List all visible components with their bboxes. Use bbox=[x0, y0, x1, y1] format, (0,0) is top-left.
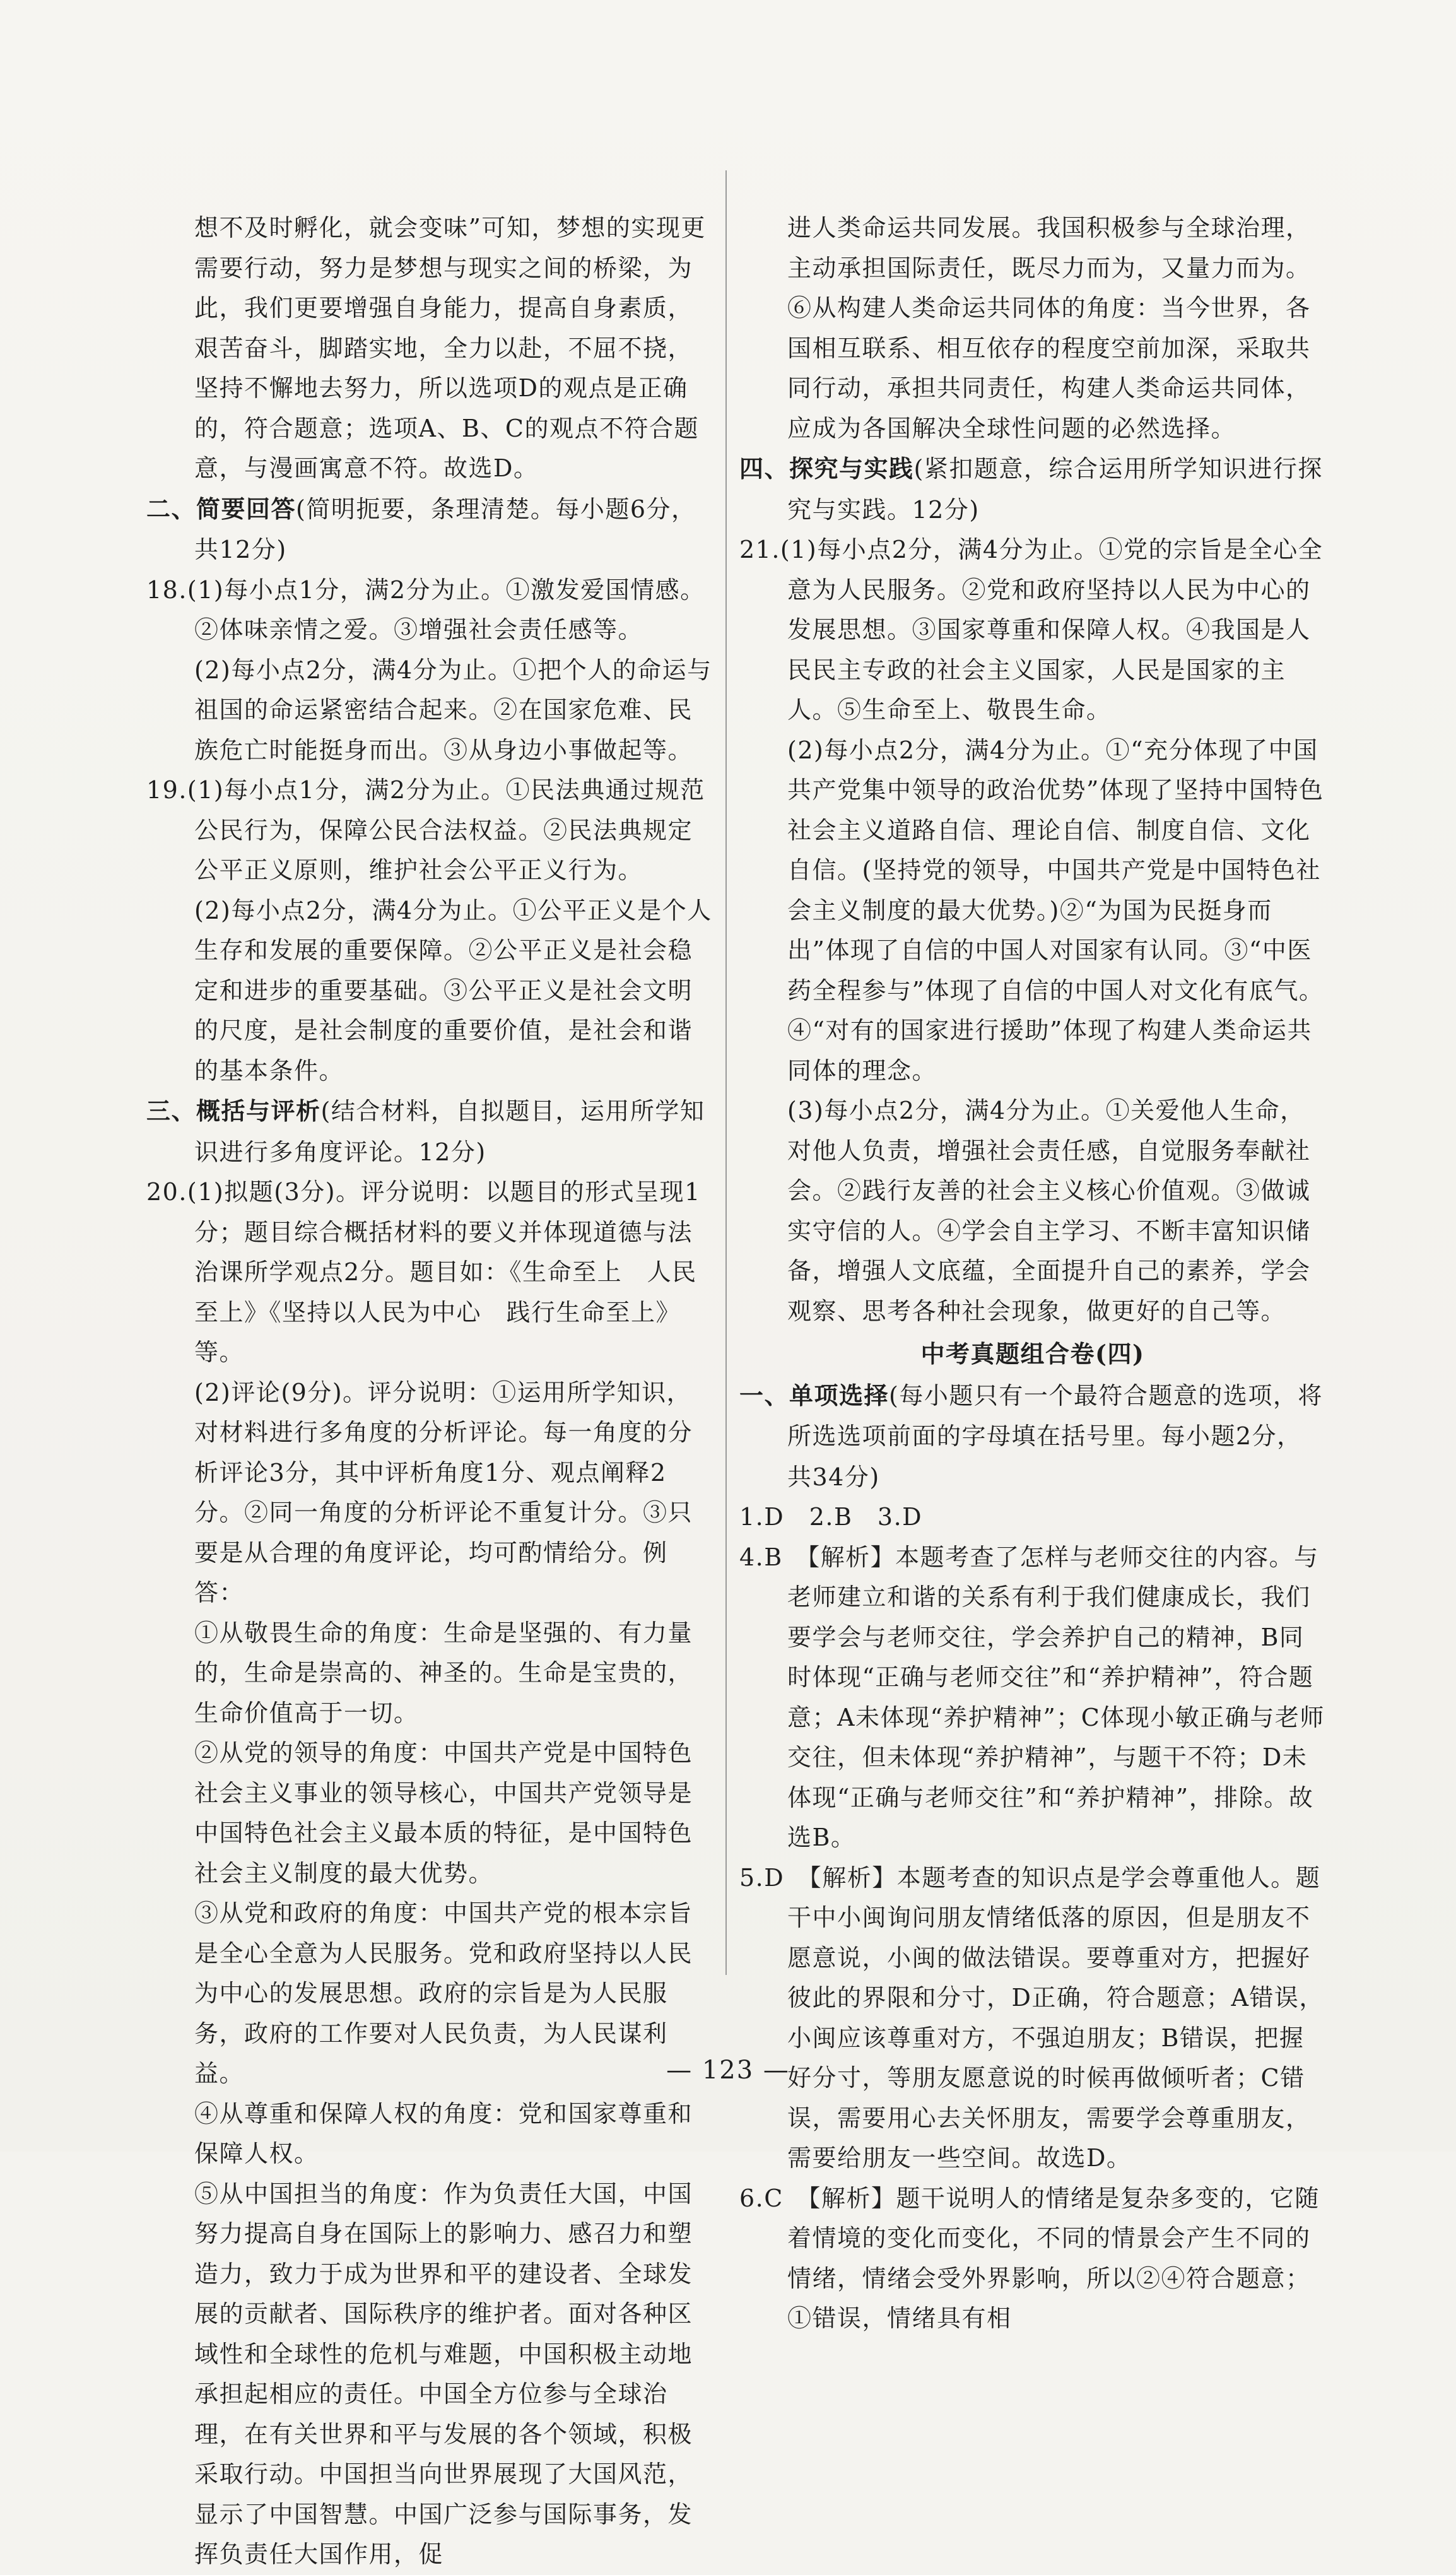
answer-paragraph: ⑤从中国担当的角度：作为负责任大国，中国努力提高自身在国际上的影响力、感召力和塑造力，致力于成为世界和平的建设者、全球发展的贡献者、国际秩序的维护者。面对各种区域性和全球性的危机与难题，中国积极主动地承担起相应的责任。中国全方位参与全球治理，在有关世界和平与发展的各个领域，积极采取行动。中国担当向世界展现了大国风范，显示了中国智慧。中国广泛参与国际事务，发挥负责任大国作用，促 bbox=[194, 2179, 693, 2568]
answer-paragraph: ⑥从构建人类命运共同体的角度：当今世界，各国相互联系、相互依存的程度空前加深，采取共同行动，承担共同责任，构建人类命运共同体，应成为各国解决全球性问题的必然选择。 bbox=[787, 294, 1311, 442]
section-description: (简明扼要，条理清楚。每小题6分，共12分) bbox=[194, 495, 696, 563]
answer-item: 6.C 【解析】题干说明人的情绪是复杂多变的，它随着情境的变化而变化，不同的情景会产生不同的情绪，情绪会受外界影响，所以②④符合题意；①错误，情绪具有相 bbox=[739, 2184, 1320, 2332]
answer-paragraph: (3)每小点2分，满4分为止。①关爱他人生命，对他人负责，增强社会责任感，自觉服务奉献社会。②践行友善的社会主义核心价值观。③做诚实守信的人。④学会自主学习、不断丰富知识储备，增强人文底蕴，全面提升自己的素养，学会观察、思考各种社会现象，做更好的自己等。 bbox=[787, 1097, 1311, 1325]
left-column bbox=[146, 208, 714, 2575]
answer-paragraph: 进人类命运共同发展。我国积极参与全球治理，主动承担国际责任，既尽力而为，又量力而为。 bbox=[787, 214, 1311, 282]
answer-paragraph: (2)每小点2分，满4分为止。①公平正义是个人生存和发展的重要保障。②公平正义是社会稳定和进步的重要基础。③公平正义是社会文明的尺度，是社会制度的重要价值，是社会和谐的基本条件。 bbox=[194, 896, 712, 1085]
answer-item: 5.D 【解析】本题考查的知识点是学会尊重他人。题干中小闽询问朋友情绪低落的原因，但是朋友不愿意说，小闽的做法错误。要尊重对方，把握好彼此的界限和分寸，D正确，符合题意；A错误，小闽应该尊重对方，不强迫朋友；B错误，把握好分寸，等朋友愿意说的时候再做倾听者；C错误，需要用心去关怀朋友，需要学会尊重朋友，需要给朋友一些空间。故选D。 bbox=[739, 1863, 1324, 2172]
answer-item: 19.(1)每小点1分，满2分为止。①民法典通过规范公民行为，保障公民合法权益。②民法典规定公平正义原则，维护社会公平正义行为。 bbox=[146, 776, 705, 884]
answer-item: 4.B 【解析】本题考查了怎样与老师交往的内容。与老师建立和谐的关系有利于我们健康成长，我们要学会与老师交往，学会养护自己的精神，B同时体现“正确与老师交往”和“养护精神”，符合题意；A未体现“养护精神”；C体现小敏正确与老师交往，但未体现“养护精神”，与题干不符；D未体现“正确与老师交往”和“养护精神”，排除。故选B。 bbox=[739, 1543, 1325, 1851]
section-heading bbox=[146, 1091, 714, 1172]
answer-paragraph: (2)每小点2分，满4分为止。①“充分体现了中国共产党集中领导的政治优势”体现了坚持中国特色社会主义道路自信、理论自信、制度自信、文化自信。(坚持党的领导，中国共产党是中国特色社会主义制度的最大优势。)②“为国为民挺身而出”体现了自信的中国人对国家有认同。③“中医药全程参与”体现了自信的中国人对文化有底气。④“对有的国家进行援助”体现了构建人类命运共同体的理念。 bbox=[787, 736, 1324, 1085]
section-title: 一、单项选择 bbox=[739, 1381, 889, 1410]
answer-paragraph: ④从尊重和保障人权的角度：党和国家尊重和保障人权。 bbox=[194, 2099, 693, 2167]
answer-paragraph: ②从党的领导的角度：中国共产党是中国特色社会主义事业的领导核心，中国共产党领导是中国特色社会主义最本质的特征，是中国特色社会主义制度的最大优势。 bbox=[194, 1739, 693, 1887]
right-column bbox=[739, 208, 1326, 2339]
answer-item: 21.(1)每小点2分，满4分为止。①党的宗旨是全心全意为人民服务。②党和政府坚持以人民为中心的发展思想。③国家尊重和保障人权。④我国是人民民主专政的社会主义国家，人民是国家的主人。⑤生命至上、敬畏生命。 bbox=[739, 536, 1324, 724]
section-heading bbox=[739, 1376, 1326, 1498]
answer-paragraph: (2)评论(9分)。评分说明：①运用所学知识，对材料进行多角度的分析评论。每一角度的分析评论3分，其中评析角度1分、观点阐释2分。②同一角度的分析评论不重复计分。③只要是从合理的角度评论，均可酌情给分。例答： bbox=[194, 1378, 693, 1606]
section-title: 四、探究与实践 bbox=[739, 454, 914, 483]
exam-set-title: 中考真题组合卷(四) bbox=[920, 1340, 1145, 1368]
answer-paragraph: ③从党和政府的角度：中国共产党的根本宗旨是全心全意为人民服务。党和政府坚持以人民为中心的发展思想。政府的宗旨是为人民服务，政府的工作要对人民负责，为人民谋利益。 bbox=[194, 1899, 693, 2087]
answer-paragraph: ①从敬畏生命的角度：生命是坚强的、有力量的，生命是崇高的、神圣的。生命是宝贵的，生命价值高于一切。 bbox=[194, 1618, 693, 1727]
section-title: 二、简要回答 bbox=[146, 494, 296, 523]
answer-key-line: 1.D 2.B 3.D bbox=[739, 1503, 923, 1531]
answer-paragraph: 想不及时孵化，就会变味”可知，梦想的实现更需要行动，努力是梦想与现实之间的桥梁，为此，我们更要增强自身能力，提高自身素质，艰苦奋斗，脚踏实地，全力以赴，不屈不挠，坚持不懈地去努力，所以选项D的观点是正确的，符合题意；选项A、B、C的观点不符合题意，与漫画寓意不符。故选D。 bbox=[194, 214, 706, 482]
answer-paragraph: (2)每小点2分，满4分为止。①把个人的命运与祖国的命运紧密结合起来。②在国家危难、民族危亡时能挺身而出。③从身边小事做起等。 bbox=[194, 656, 712, 764]
answer-item: 20.(1)拟题(3分)。评分说明：以题目的形式呈现1分；题目综合概括材料的要义并体现道德与法治课所学观点2分。题目如：《生命至上 人民至上》《坚持以人民为中心 践行生命至上》等。 bbox=[146, 1178, 701, 1366]
section-heading bbox=[739, 449, 1326, 530]
answer-item: 18.(1)每小点1分，满2分为止。①激发爱国情感。②体味亲情之爱。③增强社会责任感等。 bbox=[146, 575, 705, 644]
column-divider bbox=[725, 170, 727, 1975]
page-number: — 123 — bbox=[666, 2056, 790, 2085]
section-description: (每小题只有一个最符合题意的选项，将所选选项前面的字母填在括号里。每小题2分，共34分) bbox=[787, 1381, 1323, 1491]
section-heading bbox=[146, 489, 714, 570]
section-description: (紧扣题意，综合运用所学知识进行探究与实践。12分) bbox=[787, 455, 1323, 524]
section-title: 三、概括与评析 bbox=[146, 1097, 321, 1125]
section-description: (结合材料，自拟题目，运用所学知识进行多角度评论。12分) bbox=[194, 1097, 705, 1166]
